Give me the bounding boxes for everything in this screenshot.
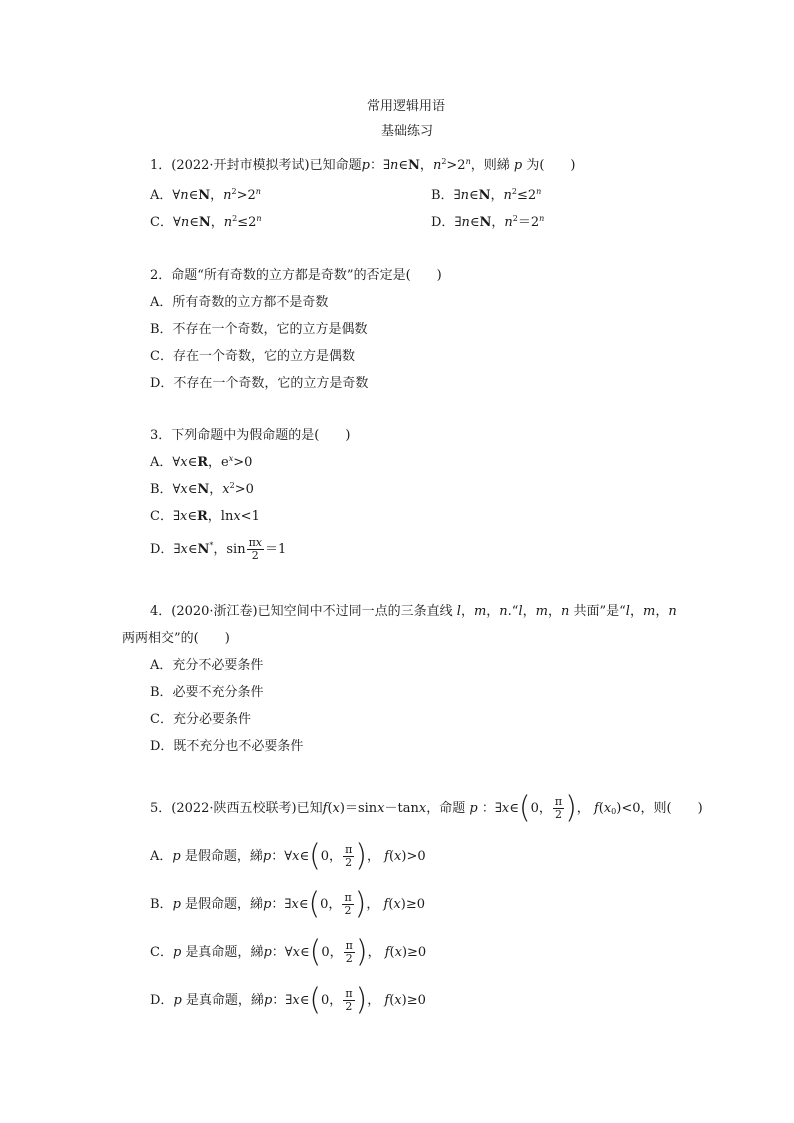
question-3-option-c: C．∃x∈R，lnx<1 xyxy=(150,509,260,524)
page-subtitle: 基础练习 xyxy=(381,124,434,139)
question-1-option-d: D．∃n∈N，$n^2=2^n$ xyxy=(431,214,545,230)
question-2-option-a: A．所有奇数的立方都不是奇数 xyxy=(150,295,329,310)
question-5-option-b: B．p 是假命题，綈p：∃x∈(0， $\frac{\pi}{2}$ )， f(x)≥0 xyxy=(150,886,426,922)
fraction-pi-x-over-2: $\frac{\pi x}{2}$ xyxy=(248,536,263,562)
question-4-option-b: B．必要不充分条件 xyxy=(150,685,264,700)
question-1-option-c: C．∀n∈N，$n^2\le 2^n$ xyxy=(150,214,262,230)
question-2-option-d: D．不存在一个奇数，它的立方是奇数 xyxy=(150,376,369,391)
fraction-pi-over-2: $\frac{\pi}{2}$ xyxy=(344,891,352,917)
question-5-stem: 5．(2022·陕西五校联考)已知f(x)＝sinx－tanx，命题 p ：∃x∈(0， $\frac{\pi}{2}$ )， $f(x_0)<0$，则( ) xyxy=(150,790,703,826)
question-4-stem-line-2: 两两相交”的( ) xyxy=(122,631,230,646)
question-4-option-a: A．充分不必要条件 xyxy=(150,658,264,673)
question-3-stem: 3．下列命题中为假命题的是( ) xyxy=(150,428,351,443)
fraction-pi-over-2: $\frac{\pi}{2}$ xyxy=(345,987,353,1013)
question-4-option-d: D．既不充分也不必要条件 xyxy=(150,739,304,754)
question-5-option-d: D．p 是真命题，綈p：∃x∈(0， $\frac{\pi}{2}$ )， f(x)≥0 xyxy=(150,982,426,1018)
question-2-stem: 2．命题“所有奇数的立方都是奇数”的否定是( ) xyxy=(150,268,442,283)
question-1-option-b: B．∃n∈N，$n^2\le 2^n$ xyxy=(431,187,542,203)
question-2-option-c: C．存在一个奇数，它的立方是偶数 xyxy=(150,349,355,364)
page-title: 常用逻辑用语 xyxy=(367,99,446,114)
fraction-pi-over-2: $\frac{\pi}{2}$ xyxy=(554,795,563,821)
question-2-option-b: B．不存在一个奇数，它的立方是偶数 xyxy=(150,322,368,337)
question-1-stem: 1．(2022·开封市模拟考试)已知命题p：∃n∈N，$n^2>2^n$，则綈 p 为( ) xyxy=(150,157,576,173)
question-3-option-b: B．∀x∈N，$x^2>0$ xyxy=(150,481,254,497)
question-4-option-c: C．充分必要条件 xyxy=(150,712,251,727)
fraction-pi-over-2: $\frac{\pi}{2}$ xyxy=(345,843,353,869)
question-1-option-a: A．∀n∈N，$n^2>2^n$ xyxy=(150,187,261,203)
question-3-option-d: D．∃x∈N*，sin $\frac{\pi x}{2}$ ＝1 xyxy=(150,536,287,562)
fraction-pi-over-2: $\frac{\pi}{2}$ xyxy=(345,939,353,965)
question-5-option-c: C．p 是真命题，綈p：∀x∈(0， $\frac{\pi}{2}$ )， f(x)≥0 xyxy=(150,934,427,970)
question-4-stem-line-1: 4．(2020·浙江卷)已知空间中不过同一点的三条直线 l，m，n.“l，m，n 共面”是“l，m，n xyxy=(150,604,677,619)
question-5-option-a: A．p 是假命题，綈p：∀x∈(0， $\frac{\pi}{2}$ )， f(x)>0 xyxy=(150,838,426,874)
question-3-option-a: A．∀x∈R，$e^x>0$ xyxy=(150,454,253,470)
